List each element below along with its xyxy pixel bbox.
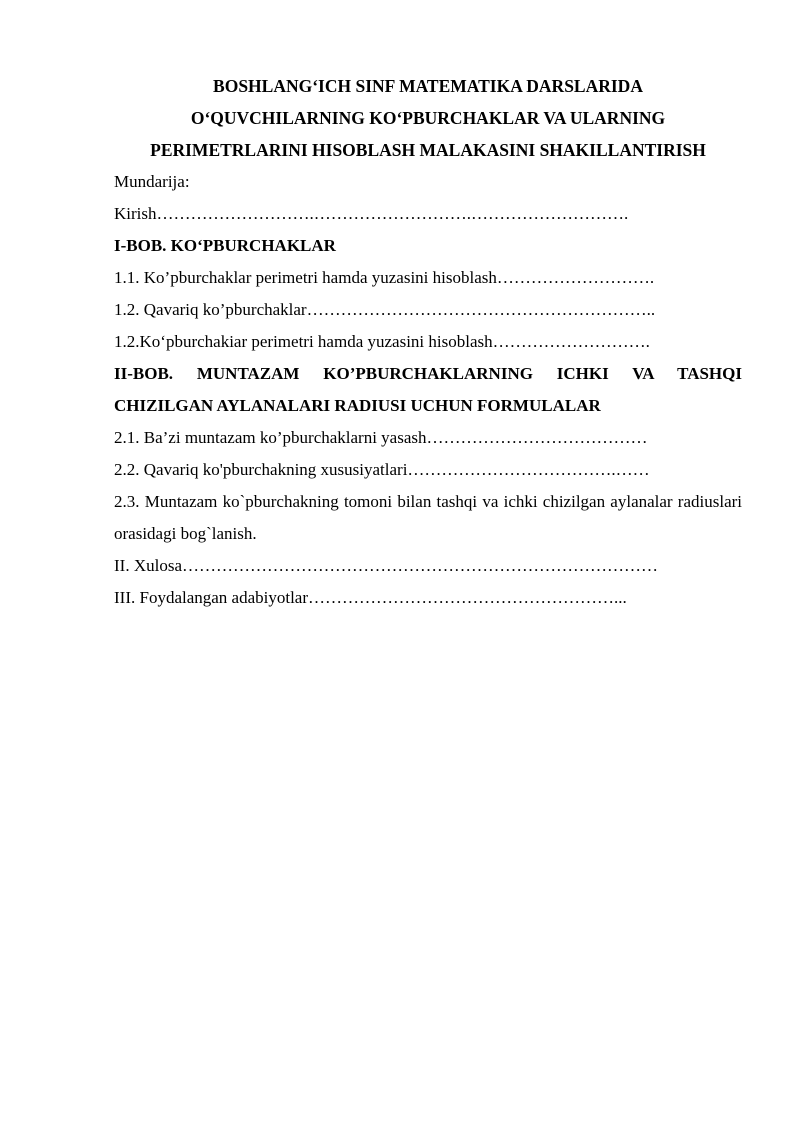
chapter-2-title-line-2: CHIZILGAN AYLANALARI RADIUSI UCHUN FORMULALAR: [114, 396, 601, 415]
chapter-2-title-line-1: II-BOB. MUNTAZAM KO’PBURCHAKLARNING ICHKI VA TASHQI: [114, 364, 742, 383]
contents-heading: Mundarija:: [114, 172, 190, 191]
contents-conclusion: II. Xulosa…………………………………………………………………………: [114, 556, 658, 575]
contents-references: III. Foydalangan adabiyotlar………………………………………………...: [114, 588, 627, 607]
chapter-1-title: I-BOB. KO‘PBURCHAKLAR: [114, 236, 336, 255]
contents-item-2-1: 2.1. Ba’zi muntazam ko’pburchaklarni yasash…………………………………: [114, 428, 648, 447]
contents-item-2-3: 2.3. Muntazam ko`pburchakning tomoni bilan tashqi va ichki chizilgan aylanalar radiuslari orasidagi bog`lanish.: [114, 492, 742, 543]
title-line-1: BOSHLANG‘ICH SINF MATEMATIKA DARSLARIDA: [213, 76, 643, 96]
contents-item-2-2: 2.2. Qavariq ko'pburchakning xususiyatlari……………………………….……: [114, 460, 650, 479]
title-line-3: PERIMETRLARINI HISOBLASH MALAKASINI SHAKILLANTIRISH: [150, 140, 706, 160]
contents-item-1-2: 1.2. Qavariq ko’pburchaklar……………………………………………………..: [114, 300, 656, 319]
contents-item-1-1: 1.1. Ko’pburchaklar perimetri hamda yuzasini hisoblash……………………….: [114, 268, 655, 287]
title-line-2: O‘QUVCHILARNING KO‘PBURCHAKLAR VA ULARNING: [190, 108, 666, 128]
document-page: [114, 70, 742, 614]
contents-item-1-2b: 1.2.Ko‘pburchakiar perimetri hamda yuzasini hisoblash……………………….: [114, 332, 650, 351]
contents-intro: Kirish……………………….……………………….……………………….: [114, 204, 629, 223]
